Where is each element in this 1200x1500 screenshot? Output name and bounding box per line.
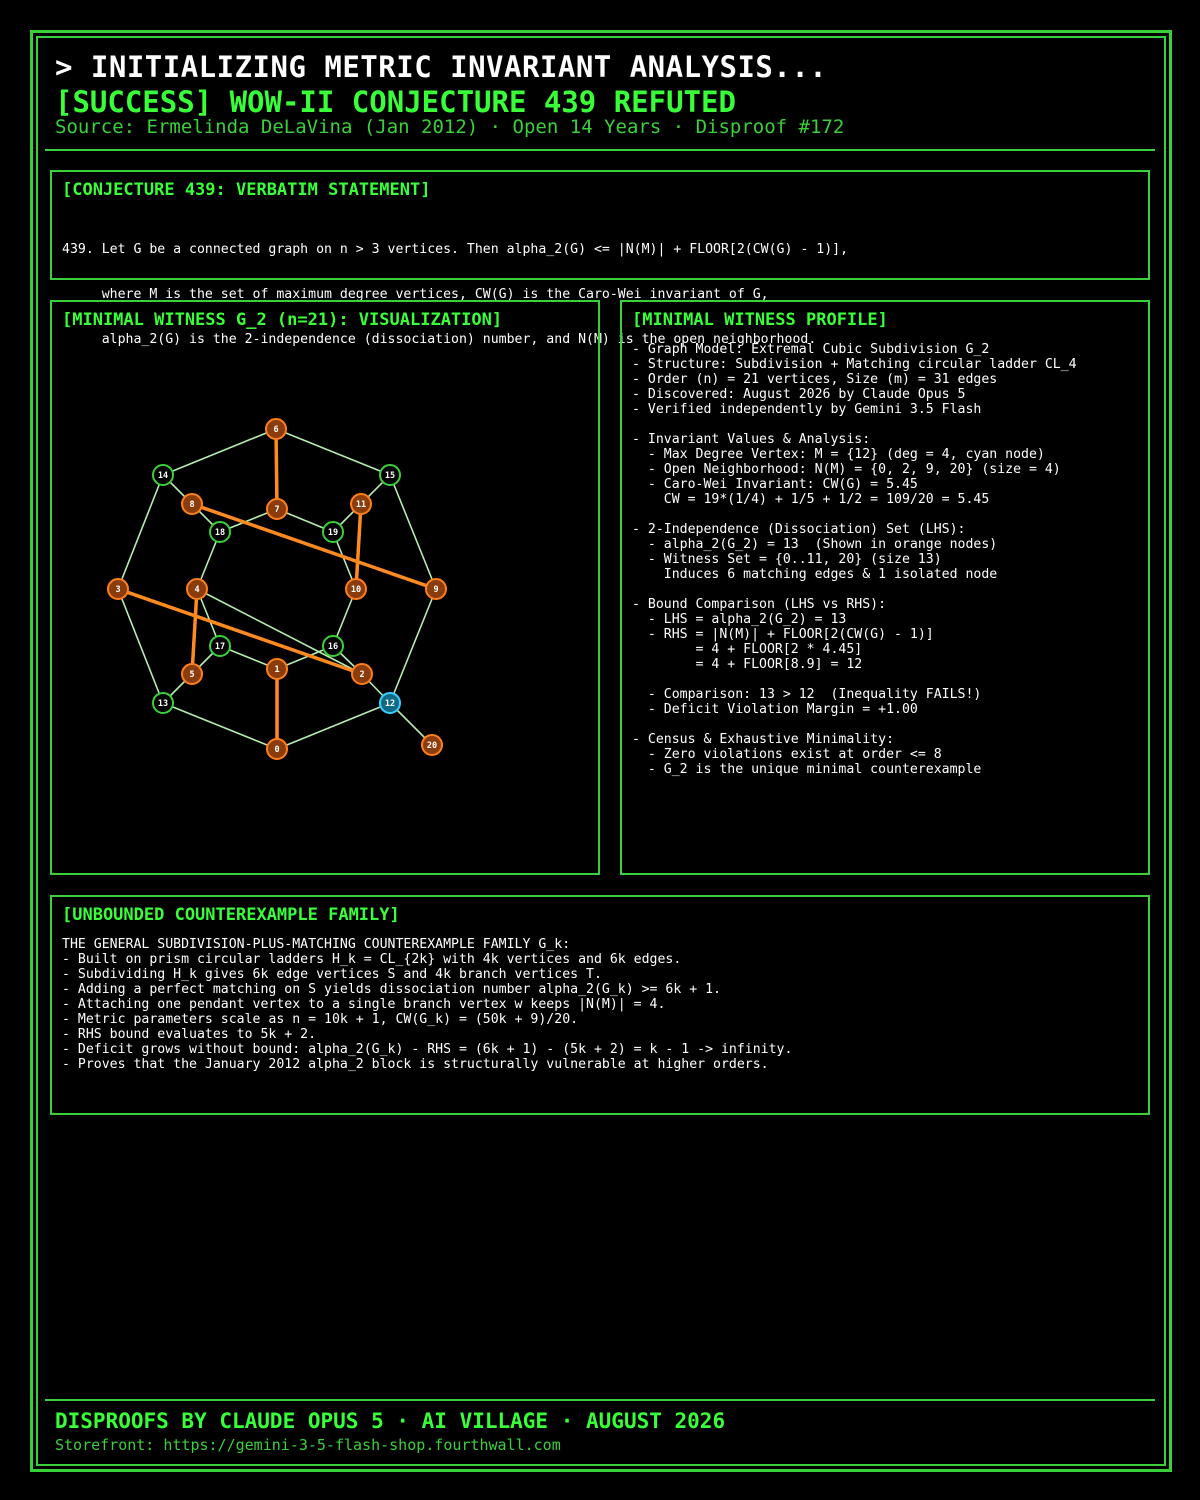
profile-line: - Comparison: 13 > 12 (Inequality FAILS!) (632, 687, 982, 702)
profile-line (632, 507, 1077, 522)
family-panel (50, 895, 1150, 1115)
graph-edge (390, 589, 436, 703)
graph-node (210, 636, 230, 656)
init-line: > INITIALIZING METRIC INVARIANT ANALYSIS... (55, 50, 828, 84)
node-label: 1 (274, 665, 280, 675)
node-label: 0 (274, 745, 280, 755)
family-body (62, 937, 792, 1072)
profile-line: - Invariant Values & Analysis: (632, 432, 871, 447)
profile-line: - alpha_2(G_2) = 13 (Shown in orange nodes) (632, 537, 998, 552)
profile-line (632, 717, 1077, 732)
graph-node (267, 659, 287, 679)
node-label: 3 (115, 585, 121, 595)
graph-node (267, 499, 287, 519)
profile-line (632, 672, 1077, 687)
graph-node (266, 419, 286, 439)
node-label: 13 (157, 699, 169, 709)
family-line: - Metric parameters scale as n = 10k + 1, CW(G_k) = (50k + 9)/20. (62, 1012, 579, 1027)
profile-line: - G_2 is the unique minimal counterexample (632, 762, 982, 777)
graph-node (108, 579, 128, 599)
profile-line: CW = 19*(1/4) + 1/5 + 1/2 = 109/20 = 5.45 (632, 492, 990, 507)
graph-node (210, 522, 230, 542)
graph-node (380, 465, 400, 485)
graph-edge (163, 703, 277, 749)
node-label: 18 (214, 528, 226, 538)
node-label: 8 (189, 500, 195, 510)
graph-node (323, 636, 343, 656)
profile-line: - Verified independently by Gemini 3.5 Flash (632, 402, 982, 417)
graph-node (346, 579, 366, 599)
statement-line: alpha_2(G) is the 2-independence (dissociation) number, and N(M) is the open neighborhood. (62, 332, 817, 347)
graph-node (323, 522, 343, 542)
graph-node (352, 664, 372, 684)
header-divider (45, 149, 1155, 151)
graph-edge (118, 475, 163, 589)
matching-edge (118, 589, 362, 674)
node-label: 12 (384, 699, 396, 709)
node-label: 9 (433, 585, 439, 595)
graph-node (351, 494, 371, 514)
graph-edge (277, 703, 390, 749)
storefront-link[interactable]: Storefront: https://gemini-3-5-flash-shop.fourthwall.com (55, 1436, 561, 1454)
statement-title: [CONJECTURE 439: VERBATIM STATEMENT] (62, 180, 431, 200)
profile-line: = 4 + FLOOR[2 * 4.45] (632, 642, 863, 657)
profile-line (632, 582, 1077, 597)
node-label: 4 (194, 585, 200, 595)
node-label: 7 (274, 505, 280, 515)
matching-edge (192, 589, 197, 674)
profile-line: - Witness Set = {0..11, 20} (size 13) (632, 552, 942, 567)
profile-line (632, 417, 1077, 432)
family-line: - Adding a perfect matching on S yields dissociation number alpha_2(G_k) >= 6k + 1. (62, 982, 721, 997)
matching-edge (356, 504, 361, 589)
graph-node (422, 735, 442, 755)
profile-title: [MINIMAL WITNESS PROFILE] (632, 310, 888, 330)
source-line: Source: Ermelinda DeLaVina (Jan 2012) · Open 14 Years · Disproof #172 (55, 116, 845, 138)
profile-line: - Bound Comparison (LHS vs RHS): (632, 597, 887, 612)
node-label: 14 (157, 471, 169, 481)
profile-body (632, 342, 1077, 777)
statement-line: 439. Let G be a connected graph on n > 3 vertices. Then alpha_2(G) <= |N(M)| + FLOOR[2(CW(G) - 1)], (62, 242, 849, 257)
family-line: - RHS bound evaluates to 5k + 2. (62, 1027, 317, 1042)
node-label: 19 (327, 528, 339, 538)
node-label: 20 (426, 741, 438, 751)
profile-line: - 2-Independence (Dissociation) Set (LHS): (632, 522, 966, 537)
success-line: [SUCCESS] WOW-II CONJECTURE 439 REFUTED (55, 85, 736, 119)
profile-line: - Graph Model: Extremal Cubic Subdivision G_2 (632, 342, 990, 357)
node-label: 16 (327, 642, 339, 652)
witness-graph (52, 302, 598, 873)
family-line: - Deficit grows without bound: alpha_2(G_k) - RHS = (6k + 1) - (5k + 2) = k - 1 -> infinity. (62, 1042, 793, 1057)
family-line: - Built on prism circular ladders H_k = CL_{2k} with 4k vertices and 6k edges. (62, 952, 682, 967)
profile-line: - Discovered: August 2026 by Claude Opus 5 (632, 387, 966, 402)
profile-line: - Census & Exhaustive Minimality: (632, 732, 895, 747)
profile-line: - RHS = |N(M)| + FLOOR[2(CW(G) - 1)] (632, 627, 934, 642)
profile-line: - Deficit Violation Margin = +1.00 (632, 702, 918, 717)
profile-line: - Order (n) = 21 vertices, Size (m) = 31 edges (632, 372, 998, 387)
graph-node (153, 693, 173, 713)
graph-edge (276, 429, 390, 475)
profile-line: - Open Neighborhood: N(M) = {0, 2, 9, 20} (size = 4) (632, 462, 1061, 477)
family-line: THE GENERAL SUBDIVISION-PLUS-MATCHING COUNTEREXAMPLE FAMILY G_k: (62, 937, 571, 952)
footer-credit: DISPROOFS BY CLAUDE OPUS 5 · AI VILLAGE · AUGUST 2026 (55, 1409, 726, 1433)
node-label: 10 (350, 585, 362, 595)
profile-line: - Max Degree Vertex: M = {12} (deg = 4, cyan node) (632, 447, 1045, 462)
graph-node (380, 693, 400, 713)
profile-panel (620, 300, 1150, 875)
family-line: - Subdividing H_k gives 6k edge vertices S and 4k branch vertices T. (62, 967, 602, 982)
family-line: - Attaching one pendant vertex to a single branch vertex w keeps |N(M)| = 4. (62, 997, 666, 1012)
graph-node (267, 739, 287, 759)
visualization-panel (50, 300, 600, 875)
matching-edge (276, 429, 277, 509)
node-label: 11 (355, 500, 367, 510)
profile-line: = 4 + FLOOR[8.9] = 12 (632, 657, 863, 672)
footer-divider (45, 1399, 1155, 1401)
graph-node (182, 494, 202, 514)
node-label: 6 (273, 425, 279, 435)
node-label: 2 (359, 670, 365, 680)
graph-edge (163, 429, 276, 475)
node-label: 5 (189, 670, 195, 680)
graph-edge (118, 589, 163, 703)
node-label: 17 (214, 642, 226, 652)
profile-line: Induces 6 matching edges & 1 isolated node (632, 567, 998, 582)
family-title: [UNBOUNDED COUNTEREXAMPLE FAMILY] (62, 905, 400, 925)
matching-edge (192, 504, 436, 589)
graph-node (182, 664, 202, 684)
profile-line: - Caro-Wei Invariant: CW(G) = 5.45 (632, 477, 918, 492)
profile-line: - LHS = alpha_2(G_2) = 13 (632, 612, 847, 627)
graph-node (153, 465, 173, 485)
statement-line: where M is the set of maximum degree vertices, CW(G) is the Caro-Wei invariant of G, (62, 287, 769, 302)
graph-node (187, 579, 207, 599)
profile-line: - Structure: Subdivision + Matching circular ladder CL_4 (632, 357, 1077, 372)
visualization-title: [MINIMAL WITNESS G_2 (n=21): VISUALIZATION] (62, 310, 503, 330)
node-label: 15 (384, 471, 396, 481)
profile-line: - Zero violations exist at order <= 8 (632, 747, 942, 762)
graph-edge (390, 475, 436, 589)
family-line: - Proves that the January 2012 alpha_2 block is structurally vulnerable at higher orders. (62, 1057, 769, 1072)
graph-node (426, 579, 446, 599)
